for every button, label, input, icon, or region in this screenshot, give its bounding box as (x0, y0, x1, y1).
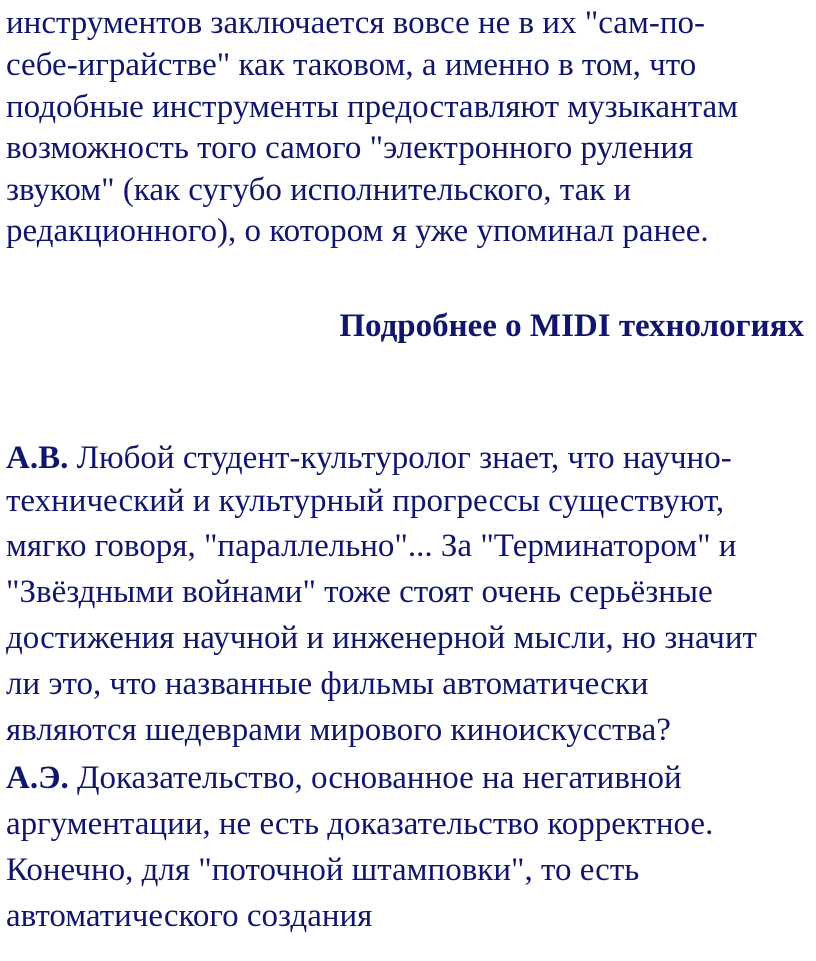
paragraph-line: редакционного), о котором я уже упоминал ранее. (6, 213, 709, 249)
dialogue-line: аргументации, не есть доказательство корректное. (6, 806, 714, 842)
speaker-label: А.Э. (6, 760, 69, 796)
dialogue-line (6, 757, 682, 799)
speaker-label: А.В. (6, 440, 69, 476)
dialogue-line: "Звёздными войнами" тоже стоят очень серьёзные (6, 574, 713, 610)
paragraph-line: звуком" (как сугубо исполнительского, так и (6, 172, 632, 208)
dialogue-line (6, 437, 732, 479)
dialogue-line: Конечно, для "поточной штамповки", то есть (6, 852, 640, 888)
dialogue-line: мягко говоря, "параллельно"... За "Терминатором" и (6, 528, 737, 564)
dialogue-line: являются шедеврами мирового киноискусства? (6, 712, 671, 748)
paragraph-line: себе-играйстве" как таковом, а именно в том, что (6, 47, 697, 83)
dialogue-text: Любой студент-культуролог знает, что научно- (68, 440, 732, 476)
paragraph-line: возможность того самого "электронного руления (6, 130, 694, 166)
dialogue-line: автоматического создания (6, 898, 373, 934)
dialogue-line: технический и культурный прогрессы существуют, (6, 483, 725, 519)
paragraph-line: инструментов заключается вовсе не в их "сам-по- (6, 5, 705, 41)
dialogue-line: ли это, что названные фильмы автоматически (6, 666, 649, 702)
section-heading: Подробнее о MIDI технологиях (339, 308, 804, 344)
dialogue-line: достижения научной и инженерной мысли, но значит (6, 620, 757, 656)
paragraph-line: подобные инструменты предоставляют музыкантам (6, 89, 739, 125)
dialogue-text: Доказательство, основанное на негативной (68, 760, 682, 796)
